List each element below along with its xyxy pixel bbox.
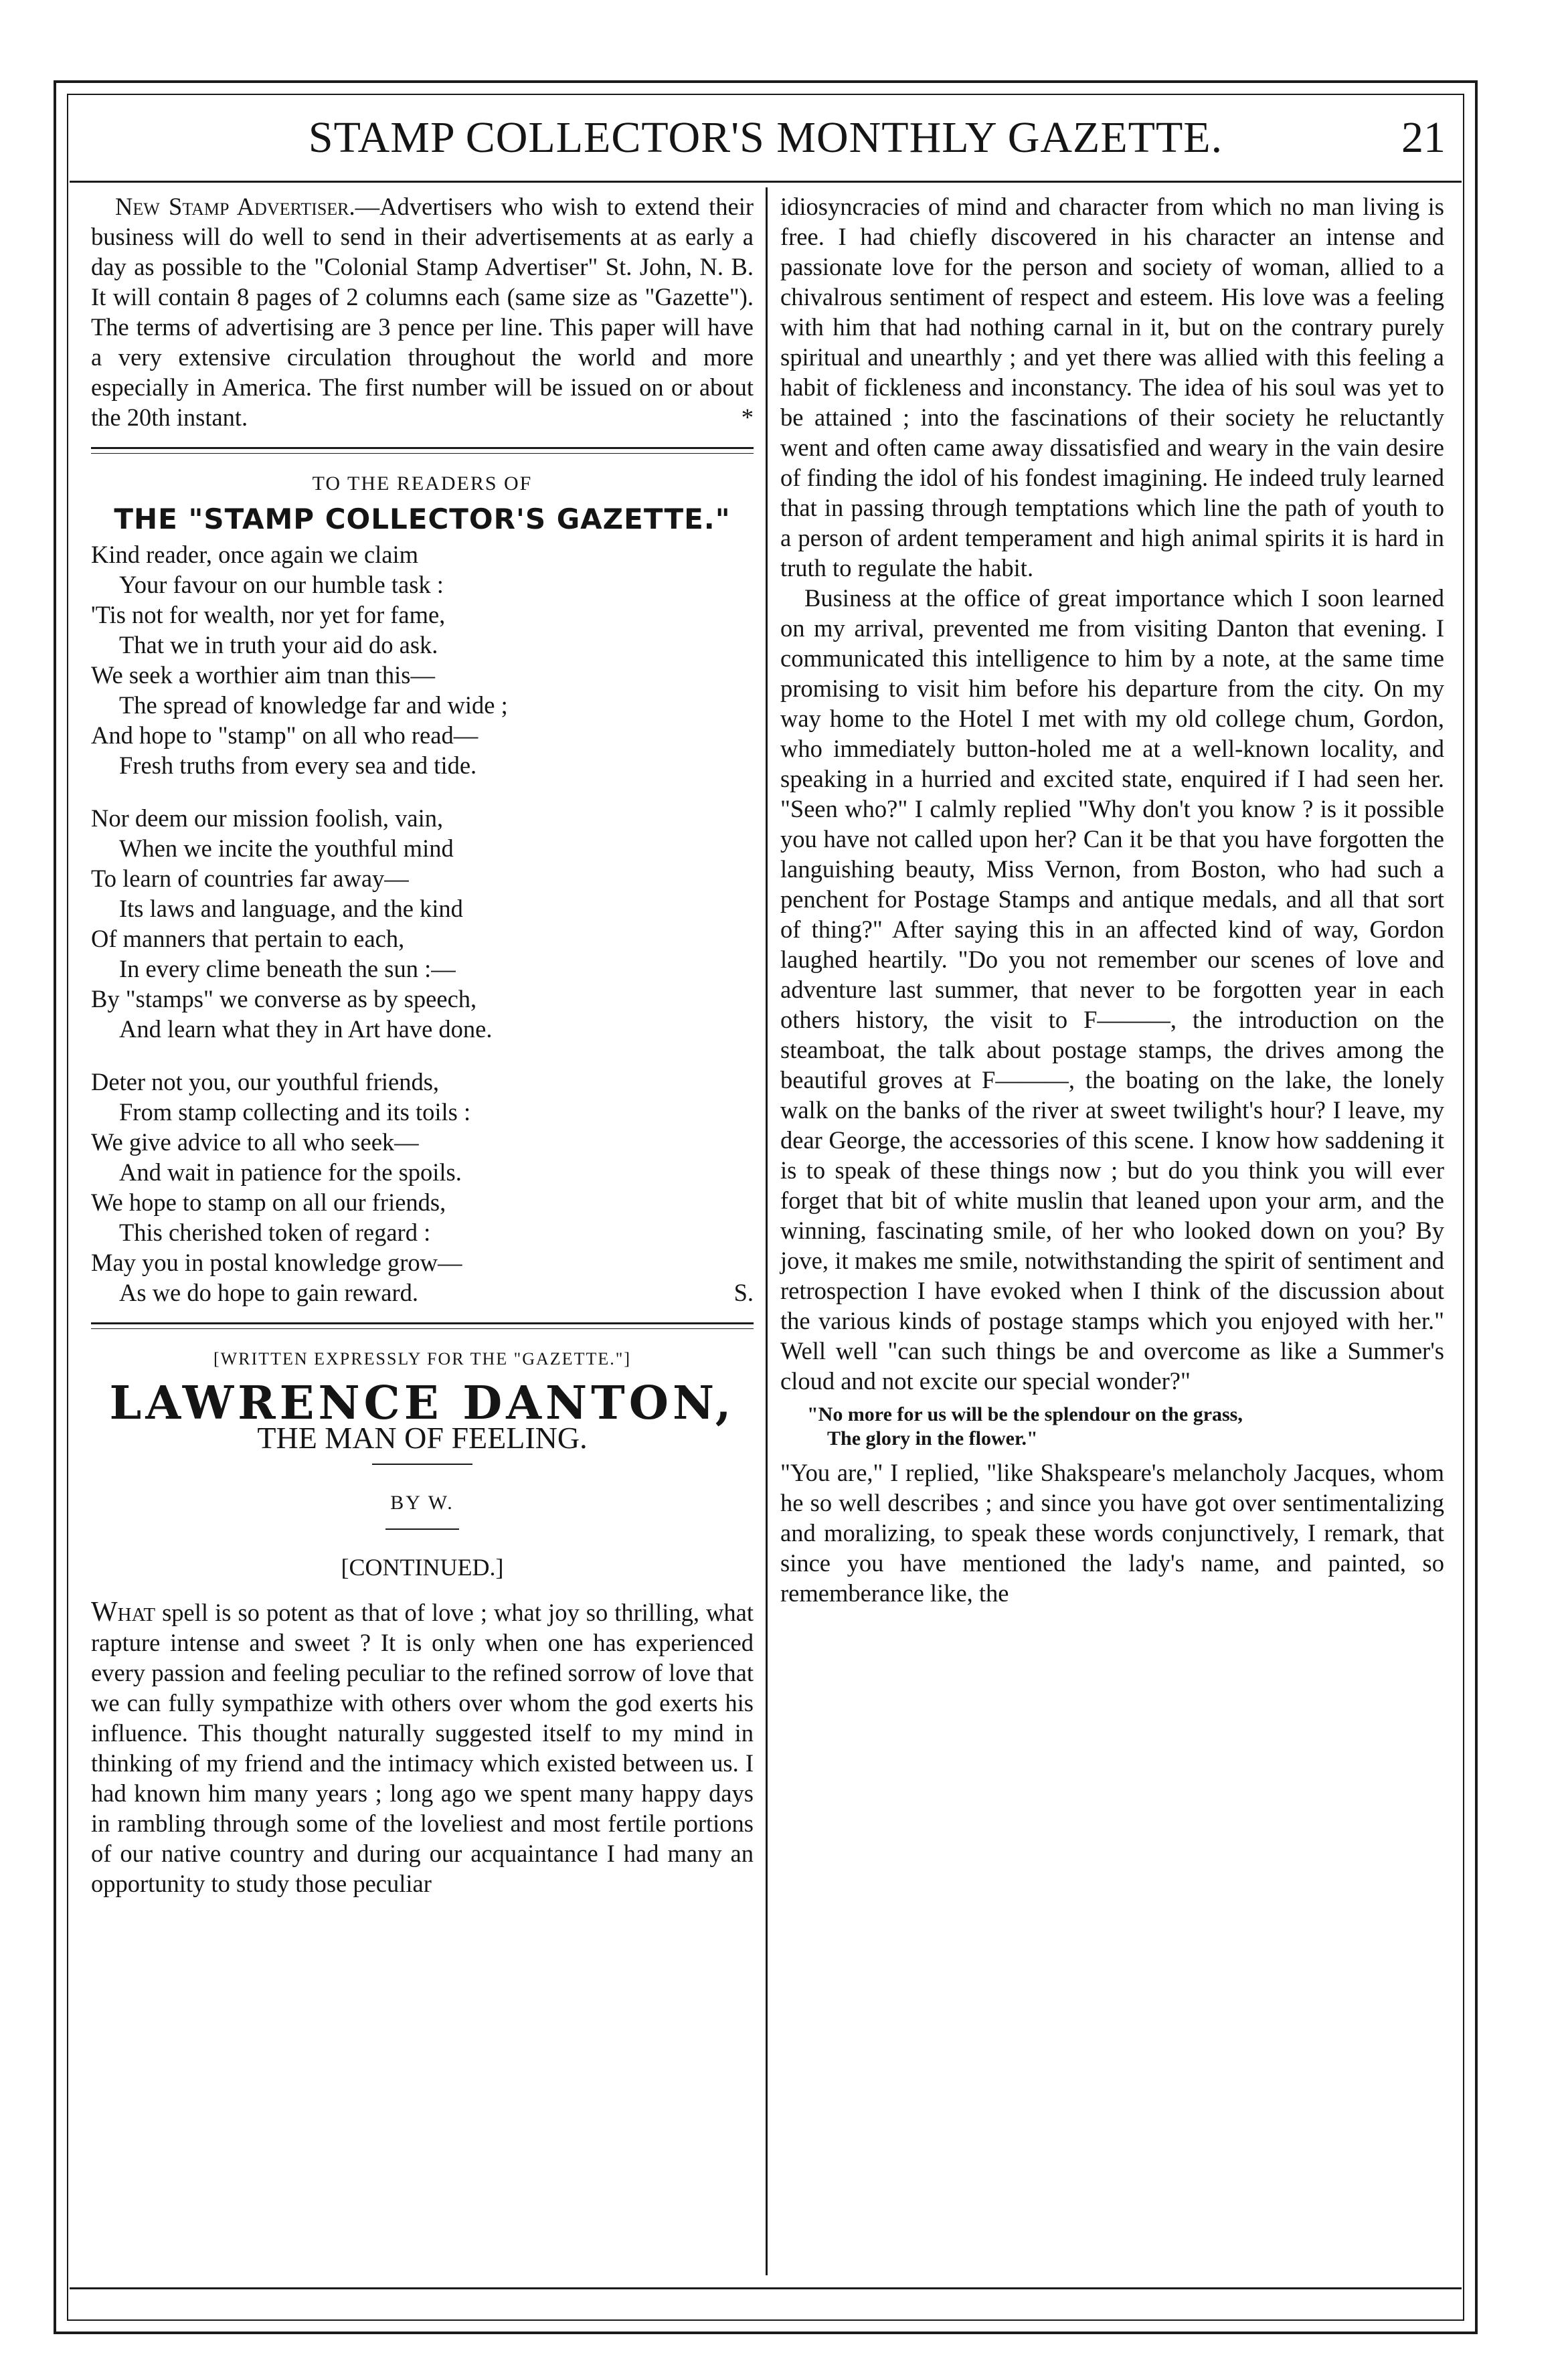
poem-line: This cherished token of regard : [119,1219,431,1246]
poem-line: To learn of countries far away— [91,865,409,892]
poem-line: When we incite the youthful mind [119,834,454,862]
poem-signature: S. [733,1279,754,1306]
advertiser-notice [91,191,754,432]
page-number: 21 [1401,113,1446,162]
story-paragraph: "You are," I replied, "like Shakspeare's melancholy Jacques, whom he so well describes ; and since you have got over sentimentalizing and moralizing, to speak these words conjunctively, I remark, that since you have mentioned the lady's name, and painted, so rememberance like, the [780,1459,1444,1607]
quotation [780,1403,1444,1451]
column-divider [766,187,768,2275]
poem-line [91,1278,754,1308]
section-rule [91,447,754,454]
poem-line: The spread of knowledge far and wide ; [119,691,508,719]
poem-line: 'Tis not for wealth, nor yet for fame, [91,601,446,628]
story-paragraph: Business at the office of great importance which I soon learned on my arrival, prevented me from visiting Danton that evening. I communicated this intelligence to him by a note, at the same time promising to visit him before his departure from the city. On my way home to the Hotel I met with my old college chum, Gordon, who immediately button-holed me at a well-known locality, and speaking in a hurried and excited state, enquired if I had seen her. "Seen who?" I calmly replied "Why don't you know ? is it possible you have not called upon her? Can it be that you have forgotten the languishing beauty, Miss Vernon, from Boston, who had such a penchent for Postage Stamps and antique medals, and all that sort of thing?" After saying this in an affected kind of way, Gordon laughed heartily. "Do you not remember our scenes of love and adventure last summer, that never to be forgotten year in each others history, the visit to F———, the introduction on the steamboat, the talk about postage stamps, the drives among the beautiful groves at F———, the boating on the lake, the lonely walk on the banks of the river at sweet twilight's hour? I leave, my dear George, the accessories of this scene. I know how saddening it is to speak of these things now ; but do you think you will ever forget that bit of white muslin that leaned upon your arm, and the winning, fascinating smile, of her who looked down on you? By jove, it makes me smile, notwithstanding the spirit of sentiment and retrospection I have evoked when I think of the discussion about the various kinds of postage stamps which you enjoyed with her." Well well "can such things be and overcome as like a Summer's cloud and not excite our special wonder?" [780,584,1444,1395]
byline: BY W. [390,1492,454,1514]
poem-line: Nor deem our mission foolish, vain, [91,804,444,832]
notice-text: —Advertisers who wish to extend their business will do well to send in their advertisements at as early a day as possible to the "Colonial Stamp Advertiser" St. John, N. B. It will contain 8 pages of 2 columns each (same size as "Gazette"). The terms of advertising are 3 pence per line. This paper will have a very extensive circulation throughout the world and more especially in America. The first number will be issued on or about the 20th instant. [91,193,754,431]
byline-rule [385,1528,459,1530]
story-title: LAWRENCE DANTON, [109,1377,735,1430]
poem-line: Deter not you, our youthful friends, [91,1068,440,1095]
poem-line: We seek a worthier aim tnan this— [91,661,435,689]
poem-line: By "stamps" we converse as by speech, [91,985,477,1013]
poem-line: Fresh truths from every sea and tide. [119,752,477,779]
poem-line: And wait in patience for the spoils. [119,1158,462,1186]
poem-line: We give advice to all who seek— [91,1128,419,1156]
poem-line: May you in postal knowledge grow— [91,1249,462,1276]
right-column [780,191,1444,1608]
poem-line: And learn what they in Art have done. [119,1015,493,1043]
poem-line: Your favour on our humble task : [119,571,444,598]
story-subtitle: THE MAN OF FEELING. [257,1421,588,1455]
gazette-title: THE "STAMP COLLECTOR'S GAZETTE." [114,503,731,535]
left-column [91,191,754,1899]
poem-stanza [91,803,754,1044]
poem-line: That we in truth your aid do ask. [119,631,438,658]
story-paragraph [91,1597,754,1899]
poem-line: In every clime beneath the sun :— [119,955,456,982]
page-header [70,107,1462,183]
poem-stanza [91,539,754,780]
section-rule [91,1322,754,1329]
notice-star: * [741,404,754,431]
poem-line: We hope to stamp on all our friends, [91,1189,446,1216]
story-paragraph: idiosyncracies of mind and character from which no man living is free. I had chiefly discovered in his character an intense and passionate love for the person and society of woman, allied to a chivalrous sentiment of respect and esteem. His love was a feeling with him that had nothing carnal in it, but on the contrary purely spiritual and unearthly ; and yet there was allied with this feeling a habit of fickleness and inconstancy. The idea of his soul was yet to be attained ; into the fascinations of their society he reluctantly went and often came away dissatisfied and weary in the vain desire of finding the idol of his fondest imagining. He indeed truly learned that in passing through temptations which line the path of youth to a person of ardent temperament and high animal spirits it is hard in truth to regulate the habit. [780,193,1444,582]
poem-line-text: As we do hope to gain reward. [119,1279,419,1306]
page-title: STAMP COLLECTOR'S MONTHLY GAZETTE. [308,113,1223,162]
written-note: [WRITTEN EXPRESSLY FOR THE "GAZETTE."] [213,1349,631,1369]
readers-heading: TO THE READERS OF [312,472,533,495]
poem-line: From stamp collecting and its toils : [119,1098,471,1126]
poem [91,539,754,1308]
story-lead: What [91,1597,156,1628]
poem-line: And hope to "stamp" on all who read— [91,721,478,749]
bottom-rule [70,2287,1462,2289]
title-rule [372,1464,472,1465]
poem-line: Kind reader, once again we claim [91,541,419,568]
quote-line: "No more for us will be the splendour on the grass, [807,1403,1243,1425]
notice-lead: New Stamp Advertiser. [115,193,355,220]
poem-stanza [91,1067,754,1308]
poem-line: Of manners that pertain to each, [91,925,405,952]
poem-line: Its laws and language, and the kind [119,895,463,922]
continued-note: [CONTINUED.] [341,1554,504,1581]
quote-line: The glory in the flower." [827,1427,1038,1449]
story-text: spell is so potent as that of love ; what joy so thrilling, what rapture intense and sweet ? It is only when one has experienced every passion and feeling peculiar to the refined sorrow of love that we can fully sympathize with others over whom the god exerts his influence. This thought naturally suggested itself to my mind in thinking of my friend and the intimacy which existed between us. I had known him many years ; long ago we spent many happy days in rambling through some of the loveliest and most fertile portions of our native country and during our acquaintance I had many an opportunity to study those peculiar [91,1599,754,1897]
